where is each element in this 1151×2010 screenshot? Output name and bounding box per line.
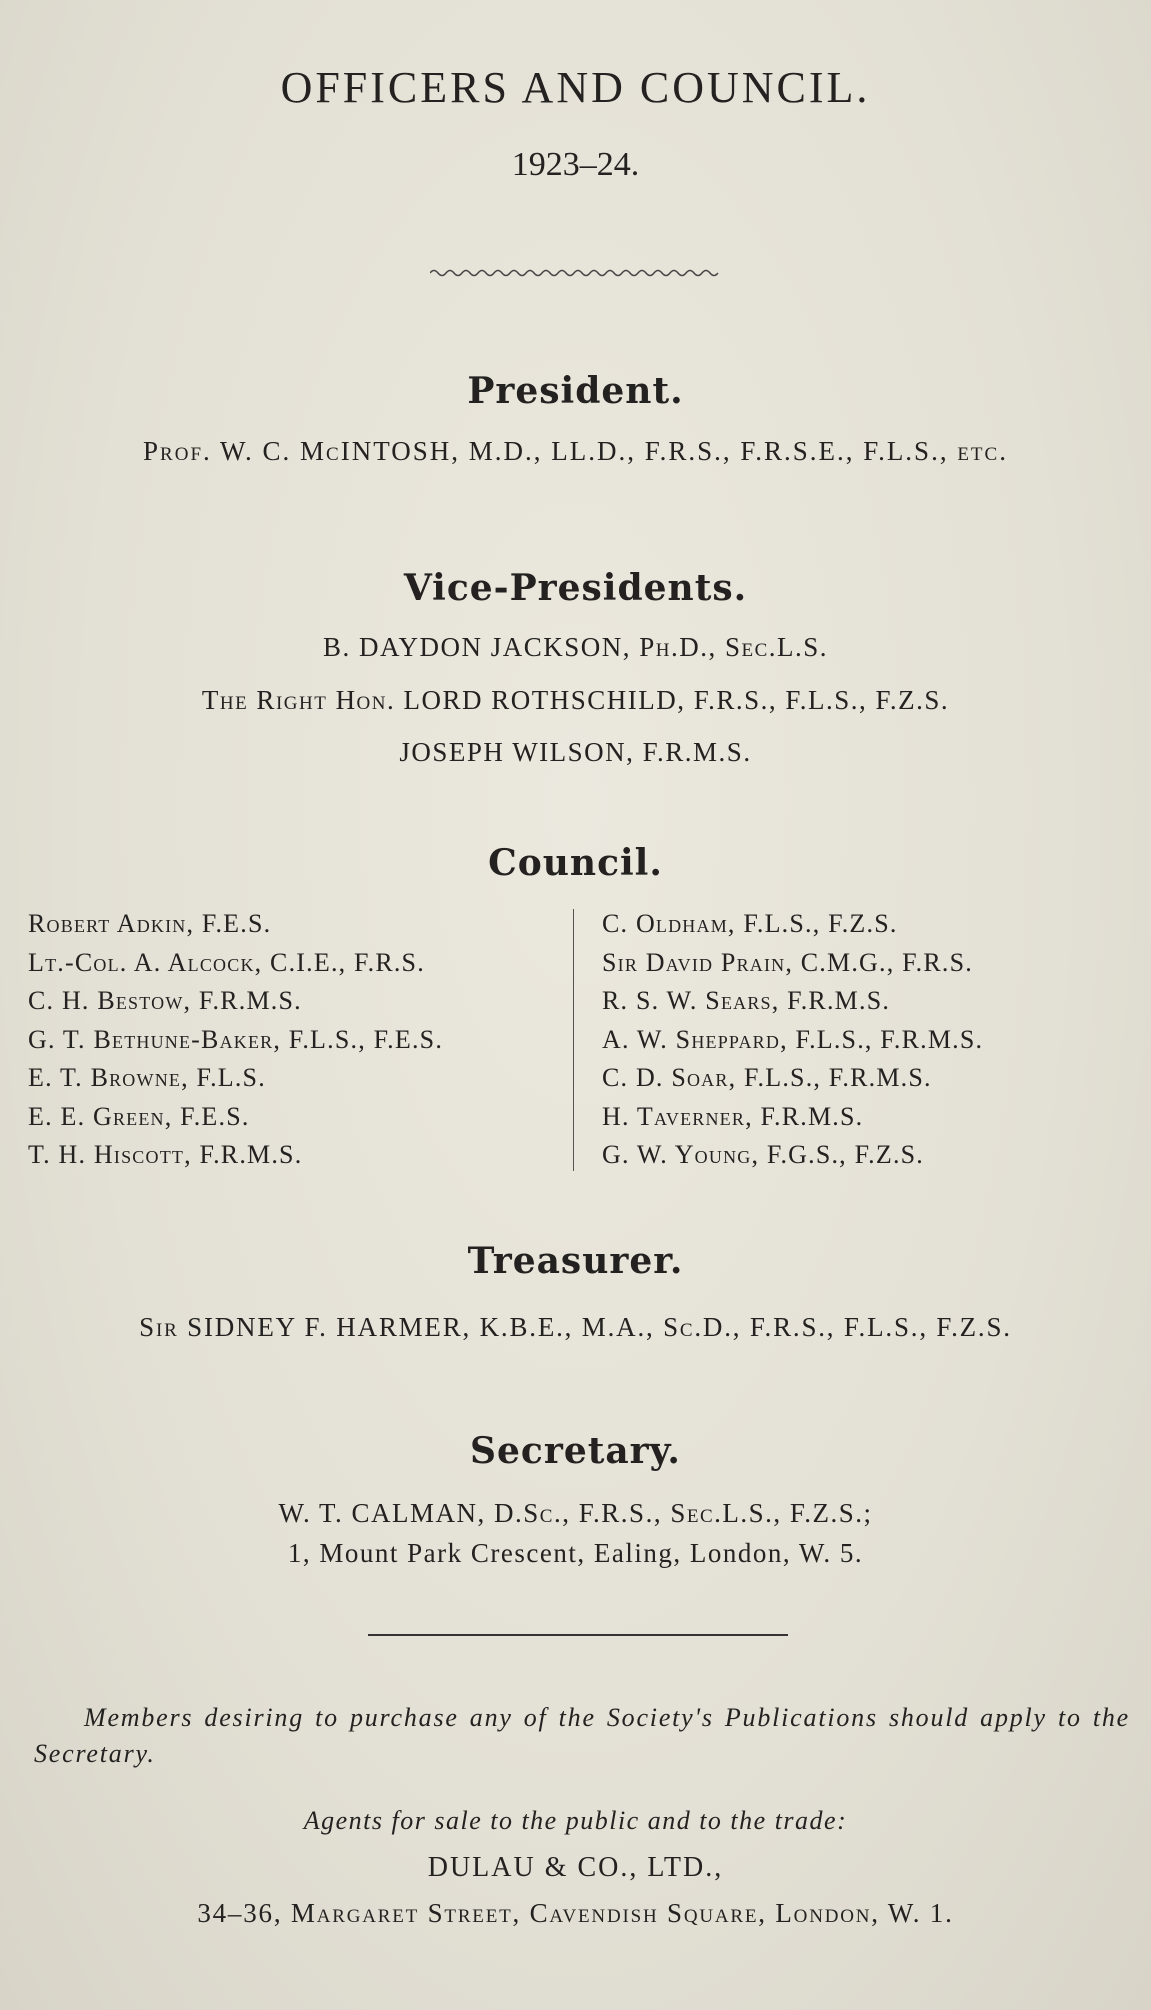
- wavy-ornament: [430, 266, 722, 280]
- council-member: H. Taverner, F.R.M.S.: [602, 1101, 864, 1131]
- agent-name: DULAU & CO., LTD.,: [427, 1852, 724, 1883]
- publications-notice: Members desiring to purchase any of the Society's Publications should apply to the Secretary.: [34, 1703, 1130, 1768]
- agents-label: Agents for sale to the public and to the trade:: [303, 1806, 848, 1835]
- treasurer-name: Sir SIDNEY F. HARMER, K.B.E., M.A., Sc.D., F.R.S., F.L.S., F.Z.S.: [139, 1312, 1012, 1342]
- council-member: C. Oldham, F.L.S., F.Z.S.: [602, 909, 898, 938]
- council-member: E. E. Green, F.E.S.: [28, 1101, 250, 1131]
- council-list: [28, 905, 1128, 1175]
- council-member: G. W. Young, F.G.S., F.Z.S.: [602, 1140, 925, 1169]
- council-column-left: [28, 905, 443, 1175]
- vice-president-1: B. DAYDON JACKSON, Ph.D., Sec.L.S.: [322, 632, 829, 662]
- council-member: E. T. Browne, F.L.S.: [28, 1063, 266, 1092]
- treasurer-heading: Treasurer.: [467, 1240, 684, 1282]
- horizontal-rule: [368, 1634, 788, 1636]
- council-member: Lt.-Col. A. Alcock, C.I.E., F.R.S.: [28, 947, 425, 977]
- council-member: C. D. Soar, F.L.S., F.R.M.S.: [602, 1063, 932, 1092]
- council-member: G. T. Bethune-Baker, F.L.S., F.E.S.: [28, 1024, 444, 1054]
- vice-presidents-heading: Vice-Presidents.: [403, 567, 748, 609]
- vice-president-3: JOSEPH WILSON, F.R.M.S.: [399, 737, 752, 767]
- council-member: C. H. Bestow, F.R.M.S.: [28, 986, 302, 1015]
- council-column-right: [602, 905, 983, 1175]
- council-member: Robert Adkin, F.E.S.: [28, 909, 272, 938]
- year-range: 1923–24.: [511, 146, 640, 183]
- council-member: T. H. Hiscott, F.R.M.S.: [28, 1140, 303, 1169]
- council-member: A. W. Sheppard, F.L.S., F.R.M.S.: [602, 1024, 984, 1054]
- council-heading: Council.: [488, 842, 663, 884]
- council-member: R. S. W. Sears, F.R.M.S.: [602, 986, 891, 1015]
- page-title: OFFICERS AND COUNCIL.: [280, 63, 871, 112]
- secretary-heading: Secretary.: [470, 1430, 681, 1472]
- president-heading: President.: [467, 370, 684, 412]
- vice-president-2: The Right Hon. LORD ROTHSCHILD, F.R.S., F.L.S., F.Z.S.: [201, 685, 950, 715]
- agent-address: 34–36, Margaret Street, Cavendish Square, London, W. 1.: [197, 1898, 954, 1928]
- president-name: Prof. W. C. McINTOSH, M.D., LL.D., F.R.S., F.R.S.E., F.L.S., etc.: [143, 436, 1008, 466]
- secretary-address: 1, Mount Park Crescent, Ealing, London, W. 5.: [287, 1538, 864, 1568]
- column-divider: [573, 909, 574, 1171]
- secretary-name: W. T. CALMAN, D.Sc., F.R.S., Sec.L.S., F.Z.S.;: [278, 1498, 873, 1528]
- council-member: Sir David Prain, C.M.G., F.R.S.: [602, 947, 973, 977]
